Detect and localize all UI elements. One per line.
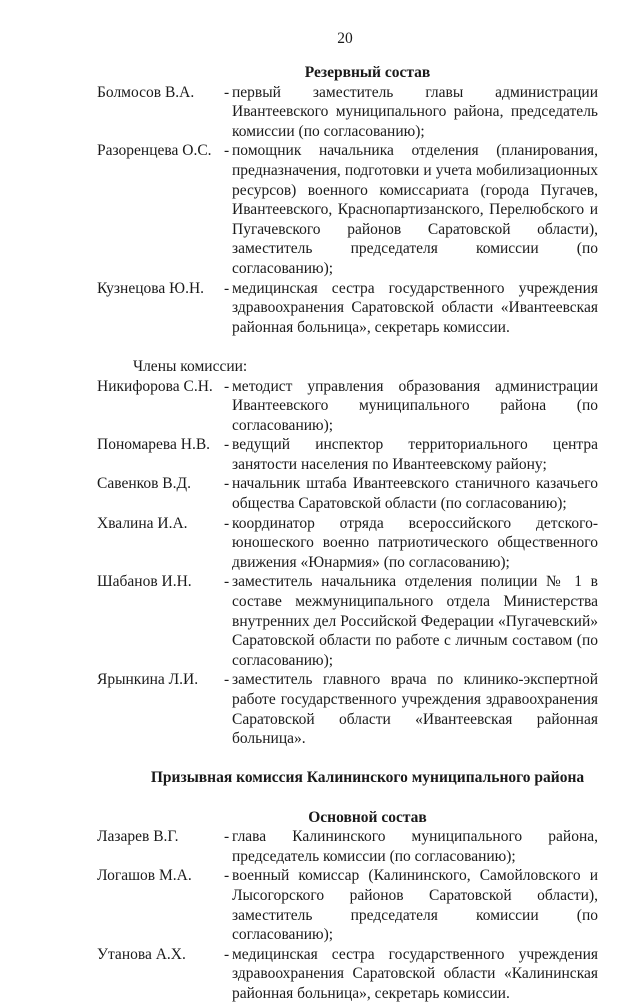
member-position: медицинская сестра государственного учреждения здравоохранения Саратовской области «Калининская районная больница», секретарь комиссии. xyxy=(232,945,598,1002)
member-row xyxy=(97,514,598,573)
member-row xyxy=(97,827,598,866)
member-name: Ярынкина Л.И. xyxy=(97,671,199,689)
member-position: глава Калининского муниципального района, председатель комиссии (по согласованию); xyxy=(232,828,598,865)
dash-separator: - xyxy=(224,83,230,101)
member-name: Лазарев В.Г. xyxy=(97,828,179,846)
dash-separator: - xyxy=(224,945,230,963)
member-row xyxy=(97,572,598,670)
dash-separator: - xyxy=(224,514,230,532)
dash-separator: - xyxy=(224,377,230,395)
dash-separator: - xyxy=(224,436,230,454)
dash-separator: - xyxy=(224,671,230,689)
members-list xyxy=(97,377,598,749)
section-heading-reserve: Резервный состав xyxy=(304,64,431,81)
member-row xyxy=(97,377,598,436)
member-position: военный комиссар (Калининского, Самойловского и Лысогорского районов Саратовской области), заместитель председателя комиссии (по согласованию); xyxy=(232,867,598,944)
dash-separator: - xyxy=(224,573,230,591)
reserve-list xyxy=(97,83,598,338)
member-row xyxy=(97,670,598,748)
member-position: первый заместитель главы администрации Ивантеевского муниципального района, председатель комиссии (по согласованию); xyxy=(232,83,598,140)
dash-separator: - xyxy=(224,828,230,846)
section-heading-main: Основной состав xyxy=(308,808,427,826)
member-position: помощник начальника отделения (планирования, предназначения, подготовки и учета мобилизационных ресурсов) военного комиссариата (города Пугачев, Ивантеевского, Краснопартизанского, Перелюбского и Пугачевского районов Саратовской области), заместитель председателя комиссии (по согласованию); xyxy=(232,142,598,277)
member-row xyxy=(97,474,598,513)
member-name: Логашов М.А. xyxy=(97,867,192,885)
member-row xyxy=(97,279,598,338)
member-row xyxy=(97,141,598,278)
dash-separator: - xyxy=(224,279,230,297)
member-name: Пономарева Н.В. xyxy=(97,436,211,454)
member-name: Савенков В.Д. xyxy=(97,475,191,493)
member-name: Никифорова С.Н. xyxy=(97,377,213,395)
member-name: Шабанов И.Н. xyxy=(97,573,192,591)
commission-title: Призывная комиссия Калининского муниципального района xyxy=(150,769,585,787)
member-row xyxy=(97,83,598,142)
member-name: Кузнецова Ю.Н. xyxy=(97,279,205,297)
main-list xyxy=(97,827,598,1003)
member-position: координатор отряда всероссийского детского-юношеского военно патриотического общественного движения «Юнармия» (по согласованию); xyxy=(232,514,598,571)
member-row xyxy=(97,866,598,944)
member-position: начальник штаба Ивантеевского станичного казачьего общества Саратовской области (по согласованию); xyxy=(232,475,598,513)
dash-separator: - xyxy=(224,142,230,160)
page-number: 20 xyxy=(337,30,353,47)
member-position: медицинская сестра государственного учреждения здравоохранения Саратовской области «Ивантеевская районная больница», секретарь комиссии. xyxy=(232,279,598,336)
member-row xyxy=(97,435,598,474)
dash-separator: - xyxy=(224,475,230,493)
member-name: Хвалина И.А. xyxy=(97,514,188,532)
dash-separator: - xyxy=(224,867,230,885)
member-name: Болмосов В.А. xyxy=(97,83,195,101)
member-name: Разоренцева О.С. xyxy=(97,142,212,160)
member-name: Утанова А.Х. xyxy=(97,945,186,963)
section-heading-members: Члены комиссии: xyxy=(133,357,248,375)
document-body xyxy=(97,63,598,1004)
member-row xyxy=(97,945,598,1004)
member-position: заместитель начальника отделения полиции № 1 в составе межмуниципального отдела Министерства внутренних дел Российской Федерации «Пугачевский» Саратовской области по работе с личным составом (по согласованию); xyxy=(232,573,598,669)
member-position: методист управления образования администрации Ивантеевского муниципального района (по согласованию); xyxy=(232,377,598,434)
member-position: ведущий инспектор территориального центра занятости населения по Ивантеевскому району; xyxy=(232,436,598,473)
member-position: заместитель главного врача по клинико-экспертной работе государственного учреждения здравоохранения Саратовской области «Ивантеевская районная больница». xyxy=(232,671,598,748)
